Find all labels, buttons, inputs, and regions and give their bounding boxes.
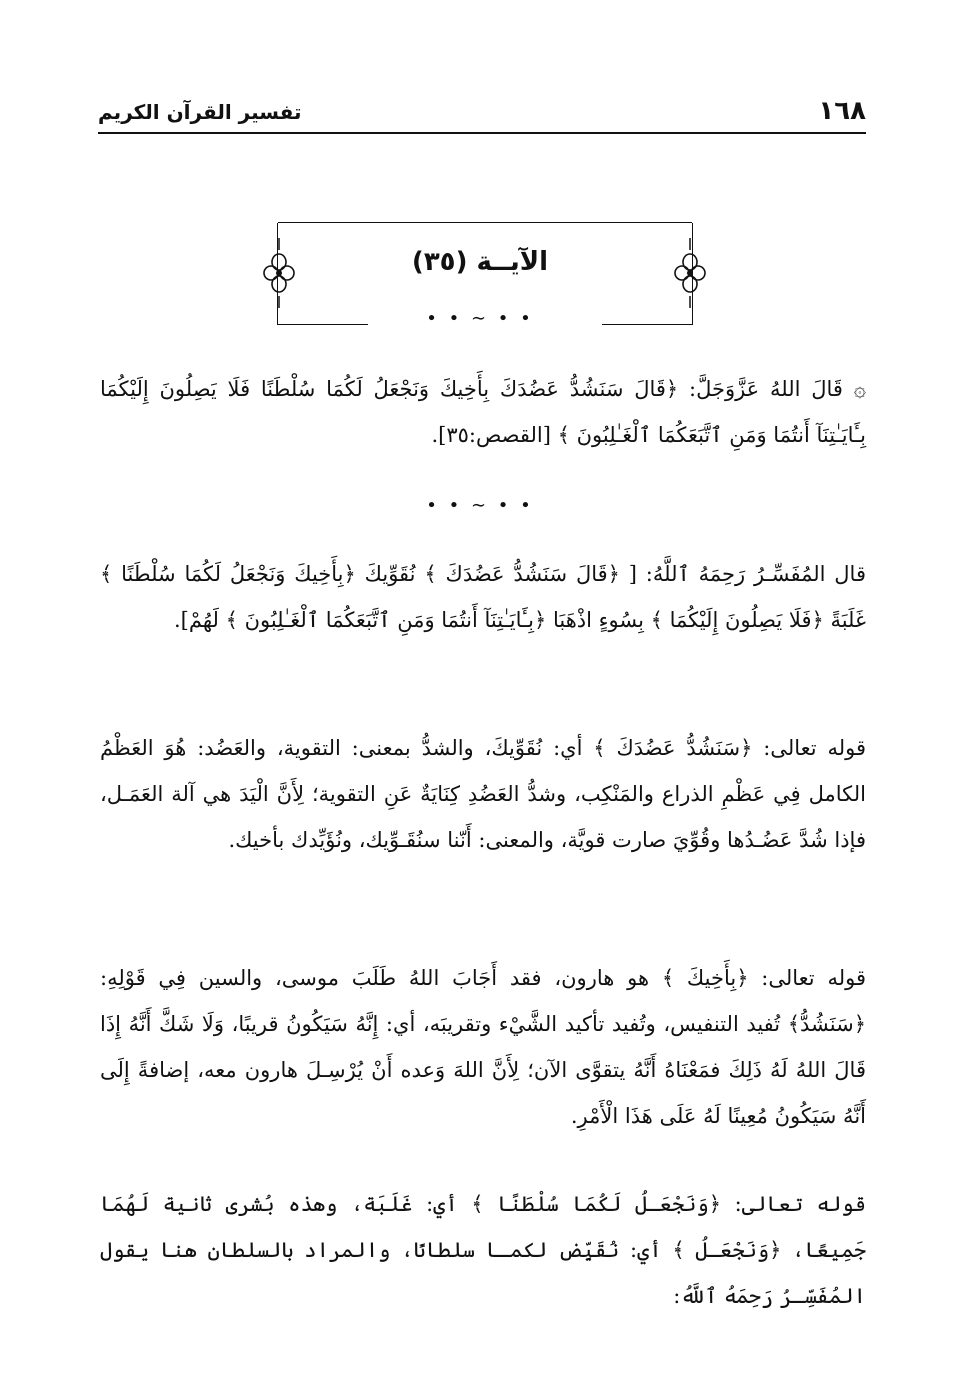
knot-ornament-icon [262, 238, 296, 308]
verse-text: ۞ قَالَ اللهُ عَزَّوَجَلَّ: ﴿قَالَ سَنَشُدُّ عَضُدَكَ بِأَخِيكَ وَنَجْعَلُ لَكُمَا سُلْطَنًا فَلَا يَصِلُونَ إِلَيْكُمَا بِـَٔايَـٰتِنَآ أَنتُمَا وَمَنِ ٱتَّبَعَكُمَا ٱلْغَـٰلِبُونَ ﴾ [القصص:٣٥]. [100, 377, 866, 447]
commentary-paragraph: قوله تعالى: ﴿بِأَخِيكَ ﴾ هو هارون، فقد أَجَابَ اللهُ طَلَبَ موسى، والسين فِي قَوْلِهِ: ﴿سَنَشُدُّ﴾ تُفيد التنفيس، وتُفيد تأكيد الشَّيْء وتقريبَه، أي: إِنَّهُ سَيَكُونُ قريبًا، وَلَا شَكَّ أَنَّهُ إِذَا قَالَ اللهُ لَهُ ذَلِكَ فمَعْنَاهُ أَنَّهُ يتقوَّى الآن؛ لِأَنَّ اللهَ وَعده أَنْ يُرْسِـلَ هارون معه، إضافةً إِلَى أَنَّهُ سَيَكُونُ مُعِينًا لَهُ عَلَى هَذَا الْأَمْرِ. [100, 966, 866, 1128]
commentary-paragraph: قوله تعالى: ﴿وَنَجْعَـلُ لَكُمَا سُلْطَنًا ﴾ أي: غَلَبَة، وهذه بُشرى ثانية لَهُمَا جَمِيعًا، ﴿وَنَجْعَـلُ ﴾ أي: نُقَيِّض لكمـا سلطانًا، والمراد بالسلطان هنا يقول المُفَسِّـرُ رَحِمَهُ ٱللَّهُ: [100, 1192, 866, 1308]
commentary-paragraph: قال المُفَسِّـرُ رَحِمَهُ ٱللَّهُ: [ ﴿قَالَ سَنَشُدُّ عَضُدَكَ ﴾ نُقَوِّيكَ ﴿بِأَخِيكَ وَنَجْعَلُ لَكُمَا سُلْطَنًا ﴾ غَلَبَةً ﴿فَلَا يَصِلُونَ إِلَيْكُمَا ﴾ بِسُوءٍ اذْهَبَا ﴿بِـَٔايَـٰتِنَآ أَنتُمَا وَمَنِ ٱتَّبَعَكُمَا ٱلْغَـٰلِبُونَ ﴾ لَهُمْ]. [100, 562, 866, 632]
divider-ornament: • • ∽ • • [426, 495, 534, 516]
page-header [98, 96, 866, 134]
verse-heading: الآيــة (٣٥) [411, 247, 549, 277]
divider-ornament: • • ∽ • • [426, 308, 534, 329]
page-number: ١٦٨ [818, 96, 866, 126]
knot-ornament-icon [673, 238, 707, 308]
book-title: تفسير القرآن الكريم [98, 100, 302, 124]
commentary-paragraph: قوله تعالى: ﴿سَنَشُدُّ عَضُدَكَ ﴾ أي: نُقَوِّيكَ، والشدُّ بمعنى: التقوية، والعَضُد: هُوَ العَظْمُ الكامل فِي عَظْمِ الذراع والمَنْكِب، وشدُّ العَضُدِ كِنَايَةٌ عَنِ التقوية؛ لِأَنَّ الْيَدَ هي آلة العَمَـل، فإذا شُدَّ عَضُـدُها وقُوِّيَ صارت قويَّة، والمعنى: أَنّنا سنُقَـوِّيك، ونُؤَيِّدك بأخيك. [100, 736, 866, 852]
